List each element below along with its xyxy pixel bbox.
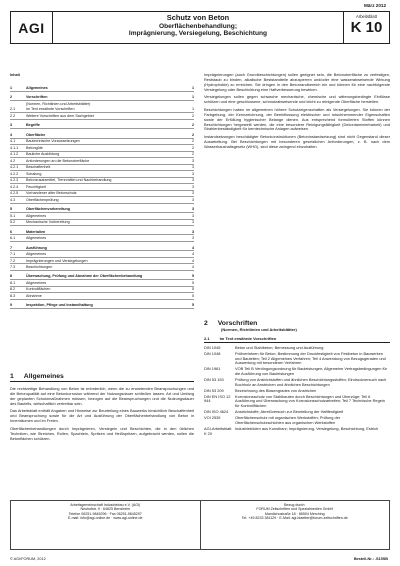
subsection-2-1-number: 2.1 [204, 335, 210, 341]
toc-title: Weitere Vorschriften aus dem Sachgebiet [26, 113, 94, 118]
toc-number: 8 [10, 274, 13, 279]
reference-row [204, 378, 390, 387]
toc-number: 5.1 [10, 213, 16, 218]
order-number: Bestell-Nr.: .S15SB [353, 557, 388, 561]
toc-number: 3 [10, 123, 13, 128]
document-title: Schutz von Beton [166, 13, 230, 22]
toc-number: 2 [10, 95, 13, 100]
toc-page: 3 [191, 184, 194, 189]
toc-page: 3 [191, 213, 194, 218]
section-1-number: 1 [10, 373, 14, 380]
toc-title: Allgemeines [26, 280, 47, 285]
footer-line: Tel. +49 8233 381129 · E-Mail: agi-blaetter@forum-zeitschriften.de [241, 516, 348, 521]
toc-page: 3 [191, 191, 194, 196]
toc-number: 4.1 [10, 139, 16, 144]
footer-line: FORUM Zeitschriften und Spezialmedien GmbH [256, 507, 334, 512]
issue-date: März 2012 [364, 3, 386, 8]
toc-page: 2 [191, 123, 194, 128]
toc-page: 4 [191, 258, 194, 263]
reference-row [204, 367, 390, 376]
toc-number [10, 102, 26, 106]
reference-code: DIN 53 153 [204, 377, 224, 383]
toc-number: 8.2 [10, 287, 16, 292]
footer [10, 500, 390, 550]
toc-title: Betonzusatzmittel, Trennmittel und Nachbehandlung [26, 178, 112, 183]
toc-title: (Normen, Richtlinien und Arbeitsblätter) [26, 101, 91, 106]
toc-number: 4.2.2 [10, 171, 19, 176]
section-1-title: Allgemeines [23, 373, 64, 380]
toc-page: 3 [191, 178, 194, 183]
toc-row [10, 123, 194, 129]
subsection-2-1-title: Im Text erwähnte Vorschriften [219, 335, 277, 341]
document-subtitle-2: Imprägnierung, Versiegelung, Beschichtung [128, 30, 268, 38]
reference-code: DIN ISO 4624 [204, 409, 229, 415]
toc-page: 2 [191, 139, 194, 144]
toc-page: 2 [191, 145, 194, 150]
section-2-number: 2 [204, 320, 208, 327]
document-subtitle-1: Oberflächenbehandlung; [158, 22, 238, 30]
toc-row [10, 235, 194, 241]
paragraph: Imprägnierungen (auch Grundbeschichtungen) sollen geeignet sein, die Betonoberfläche zu verfestigen, Reststaub zu binden, alkalische Beststandteile abzusperren und/oder eine wasserabweisende Wirkung (Hydrophobie) zu erreichen. Sie dringen in den Betonrandbereich ein und können für eine nachfolgende Versiegelung oder Beschichtung eine Haftverbesserung bewirken. [204, 72, 390, 92]
toc-number: 4.2.1 [10, 165, 19, 170]
toc-page: 3 [191, 158, 194, 163]
toc-title: Anforderungen an die Betonoberfläche [26, 158, 90, 163]
toc-title: Kontrollflächen [26, 287, 51, 292]
reference-row [204, 352, 390, 366]
toc-title: Materialien [26, 229, 46, 234]
reference-description: Beton und Stahlbeton; Bemessung und Ausführung [235, 345, 324, 350]
subsection-2-1-heading [204, 337, 390, 343]
toc-title: Schalung [26, 171, 42, 176]
toc-title: Überwachung, Prüfung und Abnahme der Oberflächenbehandlung [26, 274, 143, 279]
toc-page: 3 [191, 197, 194, 202]
toc-title: Allgemeines [26, 85, 48, 90]
sheet-number: K 10 [350, 19, 383, 36]
toc-list [10, 85, 194, 309]
references-list [204, 346, 390, 438]
toc-page: 5 [191, 287, 194, 292]
toc-page: 1 [191, 85, 194, 90]
section-1 [10, 373, 194, 444]
toc-title: Ausführung [26, 245, 47, 250]
toc-number: 4.1.2 [10, 152, 19, 157]
reference-description: Anstrichstoffe; Abreißversuch zur Beurteilung der Haftfestigkeit [235, 409, 344, 415]
reference-code: DIN EN ISO 12 944 [204, 393, 231, 404]
toc-page: 5 [191, 293, 194, 298]
reference-row [204, 416, 390, 425]
toc-number: 5.2 [10, 220, 16, 225]
toc-row [10, 197, 194, 203]
toc-row [10, 303, 194, 309]
toc-title: Oberflächenvorbereitung [26, 207, 71, 212]
toc-title: Allgemeines [26, 213, 47, 218]
paragraph: Instandsetzungen beschädigter Betonkonstruktionen (Betoninstandsetzung) sind nicht Gegenstand dieser Ausarbeitung. Bei Beschichtungen mit besonderen gesetzlichen Anforderungen, z. B. nach dem Wasserhaushaltsgesetz (WHG), sind diese zwingend einzuhalten. [204, 134, 390, 149]
toc-page: 3 [191, 171, 194, 176]
toc-number: 4 [10, 132, 13, 137]
toc-number: 9 [10, 303, 13, 308]
reference-code: DIN 1048 [204, 351, 221, 357]
title-block [53, 12, 343, 43]
intro-continued [204, 73, 390, 153]
copyright: © AGI/FORUM, 2012 [10, 557, 46, 561]
toc-page: 5 [191, 274, 194, 279]
reference-code: DIN 1961 [204, 366, 221, 372]
toc-page: 5 [191, 303, 194, 308]
footer-line: E-mail: info@agi-online.de · www.agi-online.de [67, 516, 143, 521]
toc-title: Bautechnische Voraussetzungen [26, 139, 80, 144]
toc-title: Abnahme [26, 293, 42, 298]
footer-line: Neuhofstr. 9 · 64625 Bensheim [80, 507, 131, 512]
paragraph: Die rechtzeitige Behandlung von Beton ist erforderlich, wenn die zu erwartenden Beanspruchungen und die Betonqualität auf eine Betonkorrosion während der Nutzungsdauer schließen lassen. Art und Umfang der geplanten Schutzmaßnahmen müssen, bezogen auf die Beanspruchungen und die Nutzungsdauer des Bauteils, wirtschaftlich vertretbar sein. [10, 386, 194, 406]
toc-page: 4 [191, 245, 194, 250]
toc-row [10, 293, 194, 299]
toc-number: 4.2.3 [10, 178, 19, 183]
sheet-label: Arbeitsblatt [356, 14, 377, 19]
reference-row [204, 346, 390, 351]
toc-page: 3 [191, 236, 194, 241]
toc-title: Vorhandener alter Betonschutz [26, 191, 77, 196]
toc-page: 2 [191, 132, 194, 137]
toc-title: Bauliche Ausbildung [26, 152, 60, 157]
toc-title: Vorschriften [26, 95, 48, 100]
distributor-info [201, 501, 390, 549]
footer-line: Mandichostraße 18 · 86504 Merching [264, 511, 325, 516]
toc-title: Betongüte [26, 145, 43, 150]
toc-number: 6.1 [10, 236, 16, 241]
section-1-body [10, 387, 194, 441]
paragraph: Versiegelungen sollen gegen schwache mechanische, chemische und witterungsbedingte Einflüsse schützen und eine geschlossene, schmutzabweisende und leicht zu reinigende Oberfläche herstellen. [204, 94, 390, 105]
document-header [10, 11, 390, 44]
toc-page: 4 [191, 265, 194, 269]
toc-page: 3 [191, 220, 194, 225]
table-of-contents [10, 73, 194, 309]
footer-line: Bezug durch: [284, 502, 306, 507]
toc-row [10, 264, 194, 270]
toc-page: 3 [191, 229, 194, 234]
toc-title: Beschaffenheit [26, 165, 51, 170]
toc-title: Allgemeines [26, 236, 47, 241]
reference-code: VOI 2539 [204, 415, 221, 421]
toc-title: Mechanische Vorbereitung [26, 220, 70, 225]
toc-page: 1 [191, 95, 194, 100]
toc-title: Inspektion, Pflege und Instandhaltung [26, 303, 93, 308]
paragraph: Beschichtungen haben im allgemeinen höhere Schutzeigenschaften als Versiegelungen. Sie können der Farbgebung, der Kennzeichnung, der Beeinflussung elektrischer und rutschhemmender Eigenschaften sowie der Erfüllung hygienischer Belange dienen. Aus entsprechend formulierten Stoffen können Beschichtungen hergestellt werden, die eine besondere Reinigungsfähigkeit (Dekontaminierbarkeit) und Strahlenbeständigkeit für kerntechnische Anlagen aufweisen. [204, 107, 390, 132]
reference-description: Korrosionsschutz von Stahlbauten durch Beschichtungen und Überzüge; Teil 6 Ausführung und Überwachung von Korrosionsschutzarbeiten; Teil 7 Technische Regeln für Kontrollflächen [235, 393, 385, 409]
toc-number: 4.1.1 [10, 145, 19, 150]
toc-number: 7.2 [10, 258, 16, 263]
toc-number: 4.2 [10, 158, 16, 163]
section-2-subtitle: (Normen, Richtlinien und Arbeitsblätter) [221, 327, 297, 332]
toc-number: 7 [10, 245, 13, 250]
toc-row [10, 85, 194, 91]
reference-row [204, 427, 390, 436]
sheet-number-block [343, 12, 389, 43]
reference-description: Prüfverfahren für Beton; Bestimmung der Druckfestigkeit von Festbeton in Bauwerken und Bauteilen; Teil 2 Allgemeines Verfahren; Teil 4 Anwendung von Bezugsgeraden und Auswertung mit besonderen Verfahren [235, 351, 386, 366]
toc-number: 2.1 [10, 107, 16, 112]
footer-line: Arbeitsgemeinschaft Industriebau e.V. (AGI) [70, 502, 141, 507]
toc-page: 3 [191, 165, 194, 170]
reference-description: VOB Teil B Verdingungsordnung für Bauleistungen; Allgemeine Vertragsbedingungen für die Ausführung von Bauleistungen [235, 366, 387, 376]
section-2-title: Vorschriften [217, 320, 258, 327]
toc-title: Oberflächenprüfung [26, 197, 59, 202]
reference-code: DIN 1045 [204, 345, 221, 350]
toc-number: 5 [10, 207, 13, 212]
toc-number: 7.3 [10, 265, 16, 269]
reference-row [204, 410, 390, 415]
toc-title: Begriffe [26, 123, 40, 128]
toc-page: 2 [191, 113, 194, 118]
reference-description: Bezeichnung des Blasengrades von Anstrichen [235, 387, 317, 393]
toc-page: 5 [191, 280, 194, 285]
reference-description: Industrieböden aus Kunstharz; Imprägnierung, Versiegelung, Beschichtung, Estrich [235, 425, 379, 431]
toc-heading: Inhalt [10, 73, 20, 77]
toc-number: 6 [10, 229, 13, 234]
toc-number: 8.3 [10, 293, 16, 298]
toc-page [188, 102, 194, 106]
publisher-info [11, 501, 201, 549]
toc-row [10, 220, 194, 226]
toc-number: 1 [10, 85, 13, 90]
toc-number: 4.3 [10, 197, 16, 202]
toc-title: Feuchtigkeit [26, 184, 46, 189]
reference-row [204, 395, 390, 409]
toc-title: Oberfläche [26, 132, 46, 137]
section-2-heading-block [204, 320, 390, 343]
agi-logo: AGI [11, 12, 53, 43]
footer-line: Telefon 06251-9845296 · Fax 06251-9845297 [68, 511, 142, 516]
toc-page: 2 [191, 152, 194, 157]
toc-number: 2.2 [10, 113, 16, 118]
toc-number: 4.2.4 [10, 184, 19, 189]
reference-description: Oberflächenschutz mit organischen Werkstoffen; Prüfung der Oberflächenschutzschichten aus organischen Werkstoffen [235, 415, 341, 425]
toc-number: 7.1 [10, 252, 16, 257]
toc-number: 4.2.5 [10, 191, 19, 196]
toc-page: 3 [191, 207, 194, 212]
toc-title: Imprägnierungen und Versiegelungen [26, 258, 88, 263]
toc-page: 1 [191, 107, 194, 112]
reference-code: DIN 53 209 [204, 387, 224, 393]
toc-row [10, 113, 194, 119]
toc-title: Beschichtungen [26, 265, 53, 269]
toc-number: 8.1 [10, 280, 16, 285]
paragraph: Oberflächenbehandlungen durch Imprägnieren, Versiegeln und Beschichten, die in den üblichen Techniken, wie Streichen, Rollen, Spachteln, Spritzen und Heißspritzen, aufgebracht werden, sollen die Betonflächen schützen. [10, 425, 194, 441]
toc-title: Allgemeines [26, 252, 47, 257]
reference-description: Prüfung von Anstrichstoffen und ähnlichen Beschichtungsstoffen; Eindruckversuch nach Buchholz an Anstrichen und ähnlichen Beschichtungen [235, 377, 387, 387]
paragraph: Das Arbeitsblatt enthält Angaben und Hinweise zur Beurteilung eines Bauwerks hinsichtlich Beschaffenheit und Beanspruchung sowie für die Art und Ausführung der Oberflächenbehandlung von Beton in Innenräumen und im Freien. [10, 408, 194, 424]
reference-code: AGI-Arbeitsblatt K 20 [204, 425, 232, 436]
toc-title: Im Text erwähnte Vorschriften [26, 107, 75, 112]
toc-page: 4 [191, 252, 194, 257]
toc-row [10, 101, 194, 106]
reference-row [204, 389, 390, 394]
section-1-heading [10, 373, 194, 382]
